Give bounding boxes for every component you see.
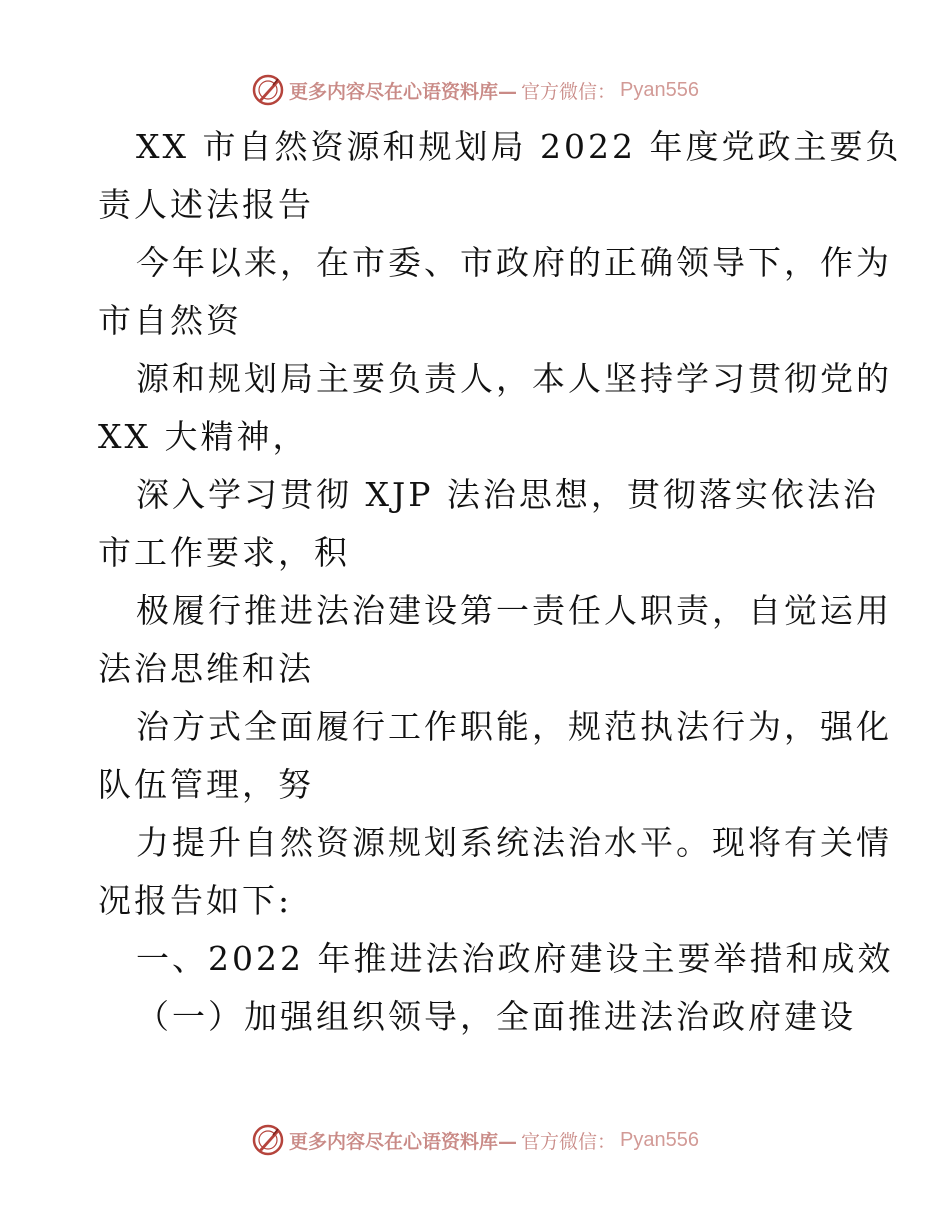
paragraph-line: 今年以来，在市委、市政府的正确领导下，作为 — [136, 243, 892, 282]
paragraph-line: 况报告如下: — [98, 881, 293, 920]
banner-wechat-label: 官方微信： — [521, 80, 617, 103]
section-heading: 一、2022 年推进法治政府建设主要举措和成效 — [136, 939, 894, 978]
document-body — [98, 118, 902, 1046]
paragraph-line: 源和规划局主要负责人，本人坚持学习贯彻党的 — [136, 359, 892, 398]
quill-pen-seal-icon — [251, 73, 285, 107]
banner-wechat-id: Pyan556 — [620, 78, 699, 101]
paragraph-line: 法治思维和法 — [98, 649, 314, 688]
quill-pen-seal-icon — [251, 1123, 285, 1157]
paragraph-line: 市工作要求，积 — [98, 533, 350, 572]
paragraph-line: 深入学习贯彻 XJP 法治思想，贯彻落实依法治 — [136, 475, 879, 514]
subsection-heading: （一）加强组织领导，全面推进法治政府建设 — [136, 997, 856, 1036]
footer-banner — [0, 1120, 950, 1160]
title-line-1: XX 市自然资源和规划局 2022 年度党政主要负 — [136, 127, 902, 166]
banner-wechat-id: Pyan556 — [620, 1128, 699, 1151]
paragraph-line: XX 大精神， — [98, 417, 309, 456]
header-banner — [0, 70, 950, 110]
title-line-2: 责人述法报告 — [98, 185, 314, 224]
paragraph-line: 市自然资 — [98, 301, 242, 340]
banner-slogan: 更多内容尽在心语资料库— — [289, 80, 518, 103]
paragraph-line: 治方式全面履行工作职能，规范执法行为，强化 — [136, 707, 892, 746]
paragraph-line: 力提升自然资源规划系统法治水平。现将有关情 — [136, 823, 892, 862]
paragraph-line: 极履行推进法治建设第一责任人职责，自觉运用 — [136, 591, 892, 630]
banner-slogan: 更多内容尽在心语资料库— — [289, 1130, 518, 1153]
paragraph-line: 队伍管理，努 — [98, 765, 314, 804]
banner-wechat-label: 官方微信： — [521, 1130, 617, 1153]
